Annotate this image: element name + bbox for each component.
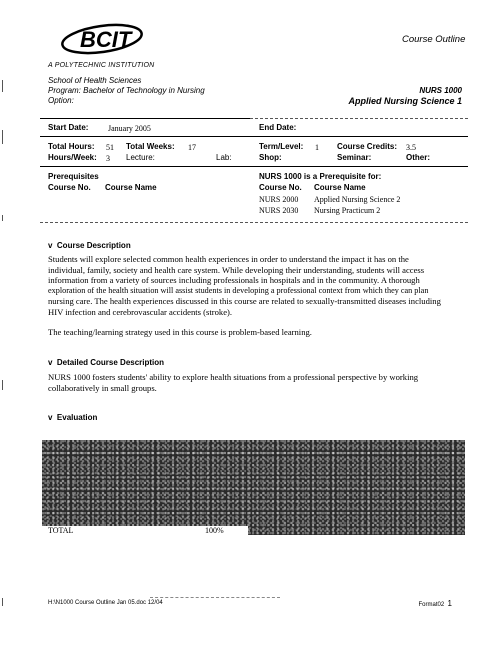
course-description-heading: v Course Description	[48, 241, 131, 250]
prereq-col-course-no: Course No.	[48, 183, 91, 192]
course-name: Applied Nursing Science 1	[348, 96, 462, 106]
evaluation-total-label: TOTAL	[48, 526, 74, 535]
divider	[250, 118, 468, 119]
prereq-for-row-no: NURS 2000	[259, 195, 299, 204]
course-description-body	[48, 254, 473, 318]
scan-mark	[2, 598, 3, 606]
course-credits-value: 3.5	[406, 143, 416, 152]
text-line: HIV infection and cerebrovascular accidents (stroke).	[48, 306, 233, 317]
scan-mark	[2, 80, 3, 92]
text-line: information from a variety of sources including professionals in hospitals and in the community. A thorough	[48, 275, 420, 286]
page-number: 1	[447, 599, 452, 608]
total-weeks-value: 17	[188, 143, 196, 152]
bcit-logo	[58, 18, 148, 60]
text-line: exploration of the health situation will assist students in developing a professional context from which they can plan	[48, 285, 429, 295]
start-date-value: January 2005	[108, 124, 151, 133]
divider	[40, 136, 468, 137]
tagline: A POLYTECHNIC INSTITUTION	[48, 62, 155, 69]
text-line: individual, family, society and health care system. While developing their understanding, students will access	[48, 264, 425, 275]
term-level-value: 1	[315, 143, 319, 152]
footer-form-id: Format02	[418, 602, 445, 608]
evaluation-heading: v Evaluation	[48, 413, 98, 422]
bullet-icon: v	[48, 413, 53, 422]
detailed-description-heading: v Detailed Course Description	[48, 358, 165, 367]
scan-mark	[2, 380, 3, 390]
total-weeks-label: Total Weeks:	[126, 142, 175, 151]
prereq-for-col-course-name: Course Name	[314, 183, 366, 192]
doc-title: Course Outline	[402, 34, 466, 45]
prereq-for-row-no: NURS 2030	[259, 206, 299, 215]
hours-week-value: 3	[106, 154, 110, 163]
total-hours-value: 51	[106, 143, 114, 152]
divider	[40, 118, 250, 119]
seminar-label: Seminar:	[337, 153, 372, 162]
term-level-label: Term/Level:	[259, 142, 304, 151]
footer-form	[419, 599, 452, 608]
prereq-for-col-course-no: Course No.	[259, 183, 302, 192]
lab-label: Lab:	[216, 153, 232, 162]
text-line: NURS 1000 fosters students' ability to explore health situations from a professional perspective by working	[48, 372, 419, 382]
course-credits-label: Course Credits:	[337, 142, 398, 151]
hours-week-label: Hours/Week:	[48, 153, 97, 162]
prerequisite-for-title: NURS 1000 is a Prerequisite for:	[259, 172, 382, 181]
divider	[40, 222, 468, 223]
bullet-icon: v	[48, 358, 53, 367]
end-date-label: End Date:	[259, 123, 297, 132]
footer-file: H:\N1000 Course Outline Jan 05.doc 12/04	[48, 600, 163, 606]
course-code: NURS 1000	[419, 86, 462, 95]
text-line: nursing care. The health experiences discussed in this course are related to sexually-transmitted diseases including	[48, 296, 441, 307]
prereq-for-row-name: Applied Nursing Science 2	[314, 195, 401, 204]
teaching-strategy: The teaching/learning strategy used in this course is problem-based learning.	[48, 327, 312, 337]
detailed-description-body	[48, 372, 473, 393]
start-date-label: Start Date:	[48, 123, 89, 132]
text-line: collaboratively in small groups.	[48, 382, 157, 393]
logo-text: BCIT	[80, 27, 132, 52]
other-label: Other:	[406, 153, 430, 162]
evaluation-table-scan	[42, 440, 465, 535]
scan-mark	[2, 130, 3, 144]
shop-label: Shop:	[259, 153, 282, 162]
option-label: Option:	[48, 96, 74, 105]
text-line: Students will explore selected common health experiences in order to understand the impact it has on the	[48, 254, 409, 264]
footer-divider	[150, 597, 280, 598]
prereq-col-course-name: Course Name	[105, 183, 157, 192]
lecture-label: Lecture:	[126, 153, 155, 162]
bullet-icon: v	[48, 241, 53, 250]
total-hours-label: Total Hours:	[48, 142, 95, 151]
scan-mark	[2, 215, 3, 221]
divider	[40, 166, 468, 167]
evaluation-total-value: 100%	[205, 526, 224, 535]
school-name: School of Health Sciences	[48, 76, 142, 85]
prereq-for-row-name: Nursing Practicum 2	[314, 206, 381, 215]
program-name: Program: Bachelor of Technology in Nursing	[48, 86, 205, 95]
prerequisites-title: Prerequisites	[48, 172, 99, 181]
